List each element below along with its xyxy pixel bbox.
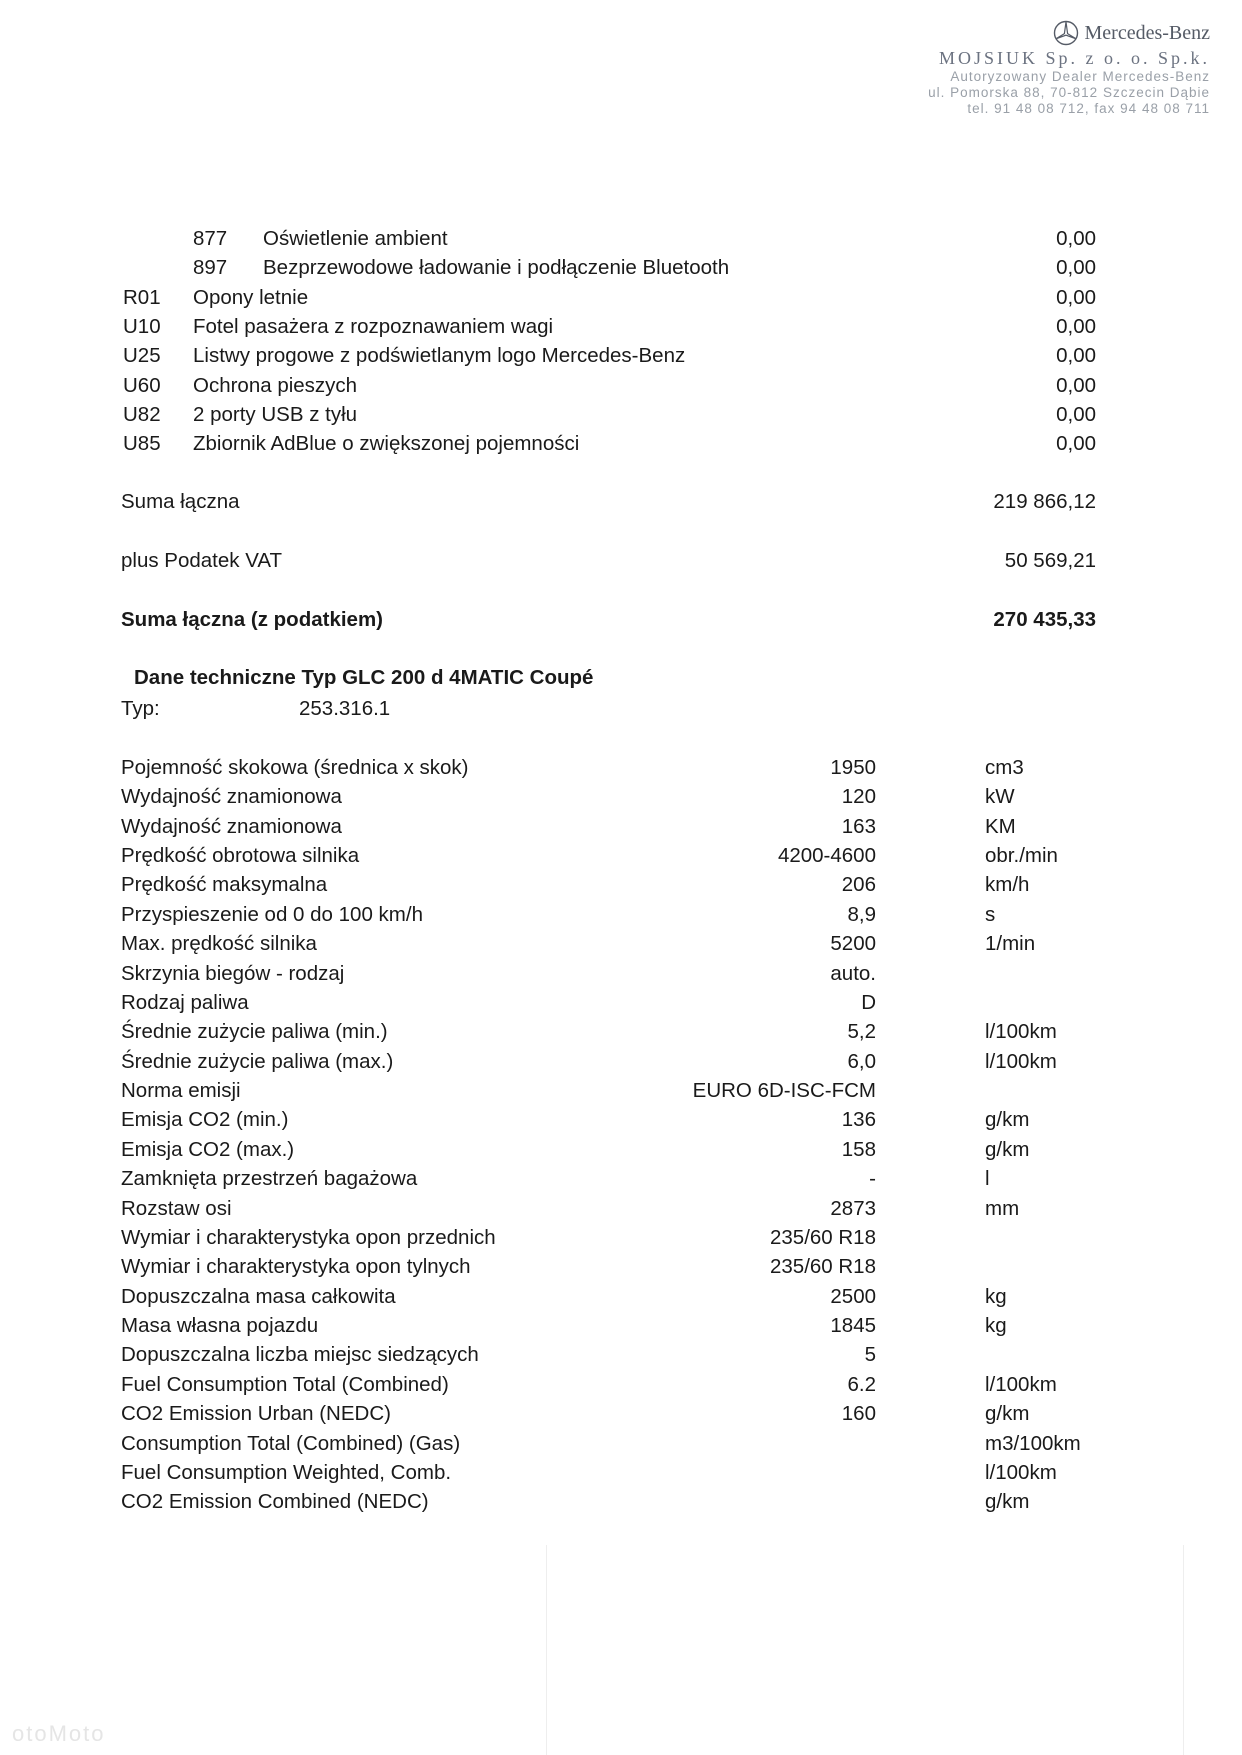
spec-row	[121, 1252, 1101, 1281]
spec-name: Średnie zużycie paliwa (min.)	[121, 1020, 388, 1043]
spec-row	[121, 1429, 1101, 1458]
spec-unit: l/100km	[985, 1020, 1057, 1043]
spec-name: Fuel Consumption Weighted, Comb.	[121, 1461, 452, 1484]
option-row	[123, 283, 1096, 312]
scan-edge	[546, 1545, 1184, 1755]
spec-name: Emisja CO2 (max.)	[121, 1138, 295, 1161]
option-row	[193, 253, 1096, 282]
spec-value: 163	[841, 815, 876, 838]
dealer-stamp	[928, 20, 1210, 117]
spec-name: Rodzaj paliwa	[121, 991, 249, 1014]
option-code: 877	[193, 227, 228, 250]
spec-row	[121, 1105, 1101, 1134]
spec-name: CO2 Emission Combined (NEDC)	[121, 1490, 429, 1513]
option-price: 0,00	[1056, 227, 1096, 250]
spec-name: Masa własna pojazdu	[121, 1314, 319, 1337]
option-price: 0,00	[1056, 374, 1096, 397]
spec-name: Wymiar i charakterystyka opon przednich	[121, 1226, 496, 1249]
spec-unit: mm	[985, 1197, 1020, 1220]
spec-row	[121, 812, 1101, 841]
option-price: 0,00	[1056, 344, 1096, 367]
option-row	[123, 341, 1096, 370]
sum-label: Suma łączna	[121, 490, 240, 513]
spec-value: 136	[841, 1108, 876, 1131]
spec-value: 1950	[830, 756, 876, 779]
option-code: 897	[193, 256, 228, 279]
spec-value: 206	[841, 873, 876, 896]
option-desc: Zbiornik AdBlue o zwiększonej pojemności	[193, 432, 580, 455]
option-code: U60	[123, 374, 161, 397]
spec-row	[121, 1282, 1101, 1311]
spec-row	[121, 1223, 1101, 1252]
gross-value: 270 435,33	[993, 608, 1096, 631]
gross-label: Suma łączna (z podatkiem)	[121, 608, 384, 631]
spec-value: 5200	[830, 932, 876, 955]
spec-name: Rozstaw osi	[121, 1197, 232, 1220]
spec-unit: kg	[985, 1285, 1007, 1308]
mercedes-star-icon	[1053, 20, 1079, 46]
option-row	[193, 224, 1096, 253]
spec-name: Dopuszczalna masa całkowita	[121, 1285, 396, 1308]
spec-value: -	[869, 1167, 876, 1190]
spec-value: 6.2	[847, 1373, 876, 1396]
spec-unit: cm3	[985, 756, 1024, 779]
spec-value: 8,9	[847, 903, 876, 926]
spec-name: Max. prędkość silnika	[121, 932, 317, 955]
spec-row	[121, 1047, 1101, 1076]
spec-name: Prędkość maksymalna	[121, 873, 328, 896]
spec-row	[121, 900, 1101, 929]
spec-unit: kg	[985, 1314, 1007, 1337]
spec-value: 2500	[830, 1285, 876, 1308]
vat-label: plus Podatek VAT	[121, 549, 283, 572]
spec-name: Pojemność skokowa (średnica x skok)	[121, 756, 469, 779]
spec-name: Wydajność znamionowa	[121, 785, 342, 808]
spec-name: Norma emisji	[121, 1079, 241, 1102]
spec-name: Wydajność znamionowa	[121, 815, 342, 838]
option-price: 0,00	[1056, 315, 1096, 338]
spec-unit: g/km	[985, 1402, 1030, 1425]
spec-row	[121, 1311, 1101, 1340]
spec-unit: g/km	[985, 1490, 1030, 1513]
dealer-line-3: tel. 91 48 08 712, fax 94 48 08 711	[967, 101, 1210, 116]
spec-unit: kW	[985, 785, 1015, 808]
spec-value: 4200-4600	[777, 844, 876, 867]
spec-value: 6,0	[847, 1050, 876, 1073]
option-code: R01	[123, 286, 161, 309]
option-code: U85	[123, 432, 161, 455]
spec-unit: l/100km	[985, 1373, 1057, 1396]
spec-row	[121, 929, 1101, 958]
spec-row	[121, 1458, 1101, 1487]
spec-unit: obr./min	[985, 844, 1058, 867]
spec-row	[121, 959, 1101, 988]
dealer-brand: Mercedes-Benz	[1084, 21, 1210, 44]
option-code: U25	[123, 344, 161, 367]
spec-unit: s	[985, 903, 996, 926]
spec-unit: km/h	[985, 873, 1030, 896]
spec-row	[121, 1399, 1101, 1428]
spec-unit: g/km	[985, 1108, 1030, 1131]
spec-row	[121, 841, 1101, 870]
option-desc: Fotel pasażera z rozpoznawaniem wagi	[193, 315, 554, 338]
spec-name: Zamknięta przestrzeń bagażowa	[121, 1167, 418, 1190]
option-desc: Ochrona pieszych	[193, 374, 358, 397]
option-code: U82	[123, 403, 161, 426]
spec-name: Wymiar i charakterystyka opon tylnych	[121, 1255, 471, 1278]
spec-name: Consumption Total (Combined) (Gas)	[121, 1432, 461, 1455]
spec-value: auto.	[830, 962, 876, 985]
option-price: 0,00	[1056, 432, 1096, 455]
spec-row	[121, 782, 1101, 811]
spec-row	[121, 1164, 1101, 1193]
spec-row	[121, 1487, 1101, 1516]
spec-value: 235/60 R18	[769, 1226, 876, 1249]
spec-value: 120	[841, 785, 876, 808]
spec-unit: l	[985, 1167, 990, 1190]
spec-value: 158	[841, 1138, 876, 1161]
spec-unit: g/km	[985, 1138, 1030, 1161]
spec-value: 235/60 R18	[769, 1255, 876, 1278]
option-price: 0,00	[1056, 403, 1096, 426]
spec-value: D	[861, 991, 876, 1014]
spec-name: CO2 Emission Urban (NEDC)	[121, 1402, 391, 1425]
spec-unit: m3/100km	[985, 1432, 1081, 1455]
spec-name: Skrzynia biegów - rodzaj	[121, 962, 345, 985]
spec-name: Dopuszczalna liczba miejsc siedzących	[121, 1343, 479, 1366]
spec-value: 160	[841, 1402, 876, 1425]
spec-name: Prędkość obrotowa silnika	[121, 844, 360, 867]
spec-unit: 1/min	[985, 932, 1036, 955]
brand-line	[928, 20, 1210, 46]
vat-value: 50 569,21	[1004, 549, 1096, 572]
spec-row	[121, 1340, 1101, 1369]
spec-unit: l/100km	[985, 1461, 1057, 1484]
spec-value: EURO 6D-ISC-FCM	[692, 1079, 876, 1102]
spec-row	[121, 1194, 1101, 1223]
spec-row	[121, 1370, 1101, 1399]
option-price: 0,00	[1056, 286, 1096, 309]
typ-row	[121, 697, 391, 721]
spec-row	[121, 870, 1101, 899]
option-row	[123, 400, 1096, 429]
spec-name: Fuel Consumption Total (Combined)	[121, 1373, 449, 1396]
option-desc: Opony letnie	[193, 286, 309, 309]
option-price: 0,00	[1056, 256, 1096, 279]
spec-value: 1845	[830, 1314, 876, 1337]
dealer-company: MOJSIUK Sp. z o. o. Sp.k.	[938, 48, 1210, 68]
option-desc: Oświetlenie ambient	[263, 227, 448, 250]
spec-unit: KM	[985, 815, 1016, 838]
spec-value: 2873	[830, 1197, 876, 1220]
dealer-line-2: ul. Pomorska 88, 70-812 Szczecin Dąbie	[928, 85, 1210, 100]
typ-label: Typ:	[121, 697, 160, 720]
option-row	[123, 312, 1096, 341]
option-code: U10	[123, 315, 161, 338]
option-row	[123, 429, 1096, 458]
option-row	[123, 371, 1096, 400]
option-desc: 2 porty USB z tyłu	[193, 403, 358, 426]
spec-row	[121, 1076, 1101, 1105]
tech-title: Dane techniczne Typ GLC 200 d 4MATIC Coupé	[134, 666, 594, 689]
spec-row	[121, 753, 1101, 782]
typ-value: 253.316.1	[299, 697, 391, 720]
spec-unit: l/100km	[985, 1050, 1057, 1073]
spec-row	[121, 1017, 1101, 1046]
sum-value: 219 866,12	[993, 490, 1096, 513]
spec-name: Emisja CO2 (min.)	[121, 1108, 289, 1131]
spec-value: 5	[864, 1343, 876, 1366]
option-desc: Bezprzewodowe ładowanie i podłączenie Bluetooth	[263, 256, 730, 279]
spec-name: Średnie zużycie paliwa (max.)	[121, 1050, 394, 1073]
spec-value: 5,2	[847, 1020, 876, 1043]
dealer-line-1: Autoryzowany Dealer Mercedes-Benz	[950, 69, 1210, 84]
watermark: otoMoto	[12, 1721, 106, 1746]
spec-row	[121, 1135, 1101, 1164]
option-desc: Listwy progowe z podświetlanym logo Mercedes-Benz	[193, 344, 686, 367]
spec-name: Przyspieszenie od 0 do 100 km/h	[121, 903, 423, 926]
spec-row	[121, 988, 1101, 1017]
